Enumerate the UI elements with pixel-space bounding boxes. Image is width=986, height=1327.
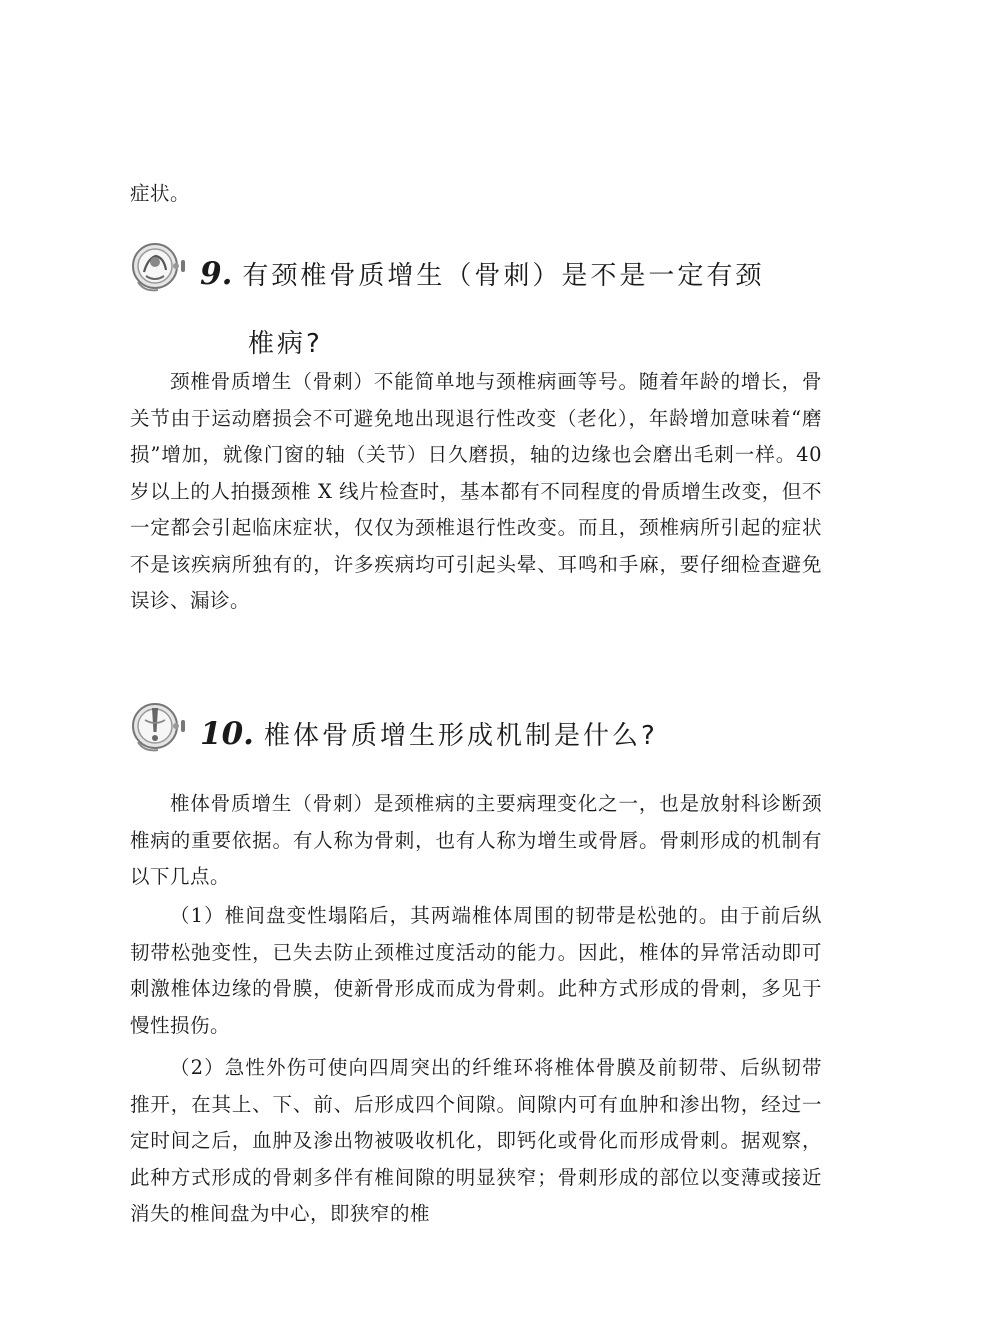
doctor-badge-icon: [130, 238, 192, 296]
question-9-title: [200, 240, 825, 378]
question-9-answer: 颈椎骨质增生（骨刺）不能简单地与颈椎病画等号。随着年龄的增长，骨关节由于运动磨损会不可避免地出现退行性改变（老化），年龄增加意味着“磨损”增加，就像门窗的轴（关节）日久磨损，轴的边缘也会磨出毛刺一样。40 岁以上的人拍摄颈椎 X 线片检查时，基本都有不同程度的骨质增生改变，但不一定都会引起临床症状，仅仅为颈椎退行性改变。而且，颈椎病所引起的症状不是该疾病所独有的，许多疾病均可引起头晕、耳鸣和手麻，要仔细检查避免误诊、漏诊。: [130, 370, 822, 612]
question-10-title: [200, 700, 825, 770]
exclamation-badge-icon: [130, 698, 192, 756]
question-9-number: 9.: [200, 256, 233, 292]
question-9-title-line2: 椎病?: [248, 329, 323, 359]
question-10-number: 10.: [200, 716, 254, 752]
intro-fragment: 症状。: [130, 182, 191, 205]
question-10-paragraph-2: （1）椎间盘变性塌陷后，其两端椎体周围的韧带是松弛的。由于前后纵韧带松弛变性，已失去防止颈椎过度活动的能力。因此，椎体的异常活动即可刺激椎体边缘的骨膜，使新骨形成而成为骨刺。此种方式形成的骨刺，多见于慢性损伤。: [130, 904, 822, 1037]
question-10-paragraph-1: 椎体骨质增生（骨刺）是颈椎病的主要病理变化之一，也是放射科诊断颈椎病的重要依据。有人称为骨刺，也有人称为增生或骨唇。骨刺形成的机制有以下几点。: [130, 792, 822, 888]
question-9-title-line1: 有颈椎骨质增生（骨刺）是不是一定有颈: [242, 261, 765, 291]
question-10-title-text: 椎体骨质增生形成机制是什么?: [263, 721, 658, 751]
question-10-paragraph-3: （2）急性外伤可使向四周突出的纤维环将椎体骨膜及前韧带、后纵韧带推开，在其上、下、前、后形成四个间隙。间隙内可有血肿和渗出物，经过一定时间之后，血肿及渗出物被吸收机化，即钙化或骨化而形成骨刺。据观察，此种方式形成的骨刺多伴有椎间隙的明显狭窄；骨刺形成的部位以变薄或接近消失的椎间盘为中心，即狭窄的椎: [130, 1056, 822, 1225]
